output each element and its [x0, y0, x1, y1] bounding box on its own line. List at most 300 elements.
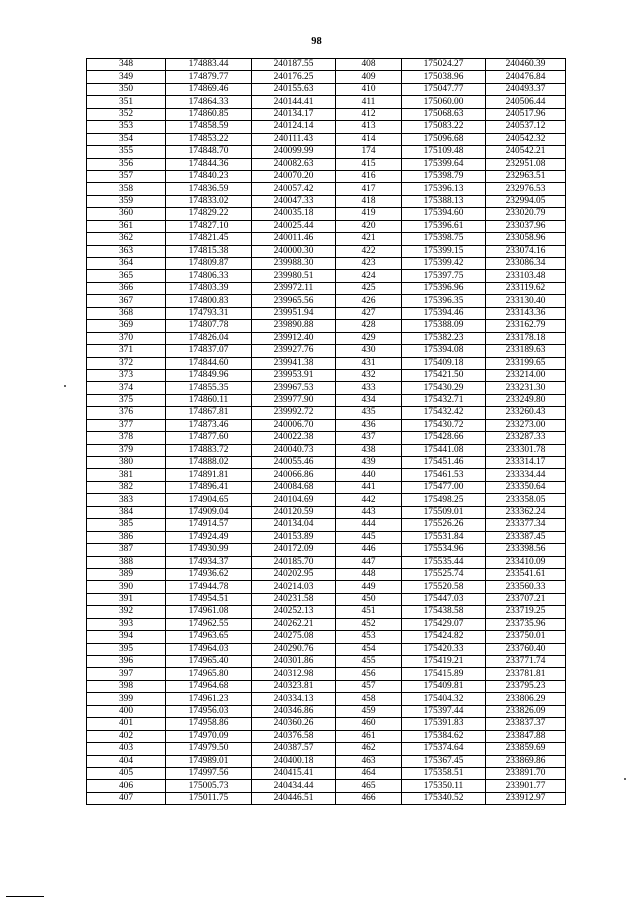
point-number-right: 423 — [336, 258, 402, 270]
point-number-right: 460 — [336, 718, 402, 730]
y-coordinate-right: 240476.84 — [486, 71, 566, 83]
point-number-left: 382 — [87, 481, 166, 493]
point-number-right: 435 — [336, 407, 402, 419]
x-coordinate-left: 174970.09 — [166, 730, 252, 742]
y-coordinate-left: 239972.11 — [252, 282, 336, 294]
x-coordinate-left: 174793.31 — [166, 307, 252, 319]
table-row — [87, 432, 566, 444]
point-number-left: 400 — [87, 705, 166, 717]
y-coordinate-left: 239912.40 — [252, 332, 336, 344]
point-number-right: 422 — [336, 245, 402, 257]
x-coordinate-right: 175461.53 — [402, 469, 486, 481]
y-coordinate-right: 233119.62 — [486, 282, 566, 294]
table-row — [87, 183, 566, 195]
table-row — [87, 457, 566, 469]
x-coordinate-right: 175396.13 — [402, 183, 486, 195]
table-row — [87, 444, 566, 456]
x-coordinate-right: 175109.48 — [402, 146, 486, 158]
point-number-right: 464 — [336, 767, 402, 779]
x-coordinate-left: 174848.70 — [166, 146, 252, 158]
point-number-right: 438 — [336, 444, 402, 456]
point-number-right: 408 — [336, 59, 402, 71]
y-coordinate-left: 240202.95 — [252, 568, 336, 580]
x-coordinate-left: 174800.83 — [166, 295, 252, 307]
point-number-left: 350 — [87, 83, 166, 95]
point-number-right: 411 — [336, 96, 402, 108]
table-row — [87, 332, 566, 344]
point-number-right: 418 — [336, 195, 402, 207]
y-coordinate-right: 233362.24 — [486, 506, 566, 518]
y-coordinate-left: 239980.51 — [252, 270, 336, 282]
x-coordinate-right: 175419.21 — [402, 656, 486, 668]
x-coordinate-right: 175498.25 — [402, 494, 486, 506]
y-coordinate-left: 239967.53 — [252, 382, 336, 394]
point-number-left: 401 — [87, 718, 166, 730]
y-coordinate-right: 233560.33 — [486, 581, 566, 593]
y-coordinate-right: 233214.00 — [486, 369, 566, 381]
point-number-left: 406 — [87, 780, 166, 792]
table-row — [87, 357, 566, 369]
point-number-left: 379 — [87, 444, 166, 456]
x-coordinate-right: 175399.64 — [402, 158, 486, 170]
x-coordinate-left: 174888.02 — [166, 457, 252, 469]
y-coordinate-left: 240301.86 — [252, 656, 336, 668]
y-coordinate-left: 240346.86 — [252, 705, 336, 717]
x-coordinate-right: 175382.23 — [402, 332, 486, 344]
table-row — [87, 158, 566, 170]
table-row — [87, 618, 566, 630]
table-row — [87, 307, 566, 319]
point-number-left: 388 — [87, 556, 166, 568]
y-coordinate-right: 233859.69 — [486, 743, 566, 755]
table-row — [87, 96, 566, 108]
point-number-left: 381 — [87, 469, 166, 481]
table-row — [87, 755, 566, 767]
point-number-left: 374 — [87, 382, 166, 394]
x-coordinate-left: 174958.86 — [166, 718, 252, 730]
x-coordinate-right: 175047.77 — [402, 83, 486, 95]
x-coordinate-left: 175005.73 — [166, 780, 252, 792]
point-number-right: 430 — [336, 345, 402, 357]
y-coordinate-left: 240055.46 — [252, 457, 336, 469]
y-coordinate-left: 239992.72 — [252, 407, 336, 419]
x-coordinate-right: 175399.42 — [402, 258, 486, 270]
point-number-left: 384 — [87, 506, 166, 518]
footnote-separator — [6, 896, 44, 897]
point-number-left: 377 — [87, 419, 166, 431]
x-coordinate-left: 174806.33 — [166, 270, 252, 282]
x-coordinate-right: 175397.75 — [402, 270, 486, 282]
point-number-right: 416 — [336, 170, 402, 182]
table-row — [87, 282, 566, 294]
y-coordinate-left: 240099.99 — [252, 146, 336, 158]
x-coordinate-right: 175374.64 — [402, 743, 486, 755]
y-coordinate-left: 240022.38 — [252, 432, 336, 444]
table-row — [87, 345, 566, 357]
point-number-left: 402 — [87, 730, 166, 742]
y-coordinate-right: 232963.51 — [486, 170, 566, 182]
point-number-left: 394 — [87, 631, 166, 643]
x-coordinate-left: 174896.41 — [166, 481, 252, 493]
y-coordinate-left: 240124.14 — [252, 121, 336, 133]
x-coordinate-right: 175384.62 — [402, 730, 486, 742]
scan-speck — [64, 385, 66, 387]
x-coordinate-left: 174849.96 — [166, 369, 252, 381]
x-coordinate-left: 175011.75 — [166, 792, 252, 804]
y-coordinate-right: 233912.97 — [486, 792, 566, 804]
y-coordinate-left: 240153.89 — [252, 531, 336, 543]
y-coordinate-left: 240111.43 — [252, 133, 336, 145]
point-number-left: 367 — [87, 295, 166, 307]
x-coordinate-left: 174909.04 — [166, 506, 252, 518]
table-row — [87, 581, 566, 593]
x-coordinate-right: 175083.22 — [402, 121, 486, 133]
x-coordinate-right: 175525.74 — [402, 568, 486, 580]
x-coordinate-right: 175398.79 — [402, 170, 486, 182]
point-number-right: 436 — [336, 419, 402, 431]
y-coordinate-right: 233103.48 — [486, 270, 566, 282]
point-number-right: 437 — [336, 432, 402, 444]
point-number-left: 398 — [87, 680, 166, 692]
table-row — [87, 544, 566, 556]
table-row — [87, 83, 566, 95]
x-coordinate-left: 174964.03 — [166, 643, 252, 655]
point-number-right: 432 — [336, 369, 402, 381]
y-coordinate-right: 233130.40 — [486, 295, 566, 307]
y-coordinate-left: 240176.25 — [252, 71, 336, 83]
y-coordinate-right: 233869.86 — [486, 755, 566, 767]
point-number-left: 393 — [87, 618, 166, 630]
y-coordinate-left: 240252.13 — [252, 606, 336, 618]
y-coordinate-left: 240082.63 — [252, 158, 336, 170]
point-number-right: 441 — [336, 481, 402, 493]
table-row — [87, 631, 566, 643]
x-coordinate-right: 175397.44 — [402, 705, 486, 717]
point-number-right: 420 — [336, 220, 402, 232]
x-coordinate-right: 175060.00 — [402, 96, 486, 108]
y-coordinate-right: 240493.37 — [486, 83, 566, 95]
point-number-left: 352 — [87, 108, 166, 120]
x-coordinate-right: 175430.29 — [402, 382, 486, 394]
x-coordinate-left: 174867.81 — [166, 407, 252, 419]
x-coordinate-left: 174821.45 — [166, 233, 252, 245]
point-number-right: 448 — [336, 568, 402, 580]
x-coordinate-left: 174979.50 — [166, 743, 252, 755]
x-coordinate-right: 175535.44 — [402, 556, 486, 568]
point-number-left: 362 — [87, 233, 166, 245]
y-coordinate-right: 233398.56 — [486, 544, 566, 556]
x-coordinate-right: 175531.84 — [402, 531, 486, 543]
x-coordinate-right: 175396.96 — [402, 282, 486, 294]
y-coordinate-right: 233847.88 — [486, 730, 566, 742]
y-coordinate-right: 233901.77 — [486, 780, 566, 792]
y-coordinate-left: 240035.18 — [252, 208, 336, 220]
table-row — [87, 394, 566, 406]
y-coordinate-right: 233826.09 — [486, 705, 566, 717]
y-coordinate-right: 233287.33 — [486, 432, 566, 444]
point-number-left: 369 — [87, 320, 166, 332]
point-number-right: 444 — [336, 519, 402, 531]
x-coordinate-right: 175398.75 — [402, 233, 486, 245]
y-coordinate-right: 233719.25 — [486, 606, 566, 618]
point-number-left: 360 — [87, 208, 166, 220]
x-coordinate-left: 174860.11 — [166, 394, 252, 406]
x-coordinate-left: 174883.44 — [166, 59, 252, 71]
point-number-left: 348 — [87, 59, 166, 71]
point-number-left: 366 — [87, 282, 166, 294]
point-number-left: 389 — [87, 568, 166, 580]
y-coordinate-left: 240446.51 — [252, 792, 336, 804]
y-coordinate-left: 239927.76 — [252, 345, 336, 357]
y-coordinate-left: 240011.46 — [252, 233, 336, 245]
y-coordinate-left: 240434.44 — [252, 780, 336, 792]
point-number-right: 417 — [336, 183, 402, 195]
table-row — [87, 606, 566, 618]
x-coordinate-right: 175024.27 — [402, 59, 486, 71]
point-number-right: 174 — [336, 146, 402, 158]
y-coordinate-left: 240134.17 — [252, 108, 336, 120]
x-coordinate-left: 174964.68 — [166, 680, 252, 692]
y-coordinate-left: 240312.98 — [252, 668, 336, 680]
point-number-right: 458 — [336, 693, 402, 705]
x-coordinate-right: 175430.72 — [402, 419, 486, 431]
point-number-left: 399 — [87, 693, 166, 705]
x-coordinate-right: 175424.82 — [402, 631, 486, 643]
x-coordinate-left: 174844.60 — [166, 357, 252, 369]
x-coordinate-left: 174944.78 — [166, 581, 252, 593]
x-coordinate-left: 174815.38 — [166, 245, 252, 257]
y-coordinate-left: 240275.08 — [252, 631, 336, 643]
y-coordinate-right: 240542.21 — [486, 146, 566, 158]
point-number-right: 424 — [336, 270, 402, 282]
y-coordinate-right: 233837.37 — [486, 718, 566, 730]
y-coordinate-right: 232951.08 — [486, 158, 566, 170]
x-coordinate-left: 174956.03 — [166, 705, 252, 717]
table-row — [87, 593, 566, 605]
y-coordinate-right: 233891.70 — [486, 767, 566, 779]
y-coordinate-left: 240415.41 — [252, 767, 336, 779]
y-coordinate-right: 233074.16 — [486, 245, 566, 257]
x-coordinate-left: 174930.99 — [166, 544, 252, 556]
x-coordinate-left: 174837.07 — [166, 345, 252, 357]
y-coordinate-left: 240360.26 — [252, 718, 336, 730]
point-number-left: 407 — [87, 792, 166, 804]
y-coordinate-left: 239977.90 — [252, 394, 336, 406]
x-coordinate-right: 175429.07 — [402, 618, 486, 630]
y-coordinate-right: 233260.43 — [486, 407, 566, 419]
point-number-right: 447 — [336, 556, 402, 568]
x-coordinate-right: 175068.63 — [402, 108, 486, 120]
x-coordinate-right: 175534.96 — [402, 544, 486, 556]
table-row — [87, 481, 566, 493]
point-number-right: 429 — [336, 332, 402, 344]
point-number-left: 396 — [87, 656, 166, 668]
point-number-right: 428 — [336, 320, 402, 332]
table-row — [87, 656, 566, 668]
point-number-right: 459 — [336, 705, 402, 717]
point-number-right: 461 — [336, 730, 402, 742]
table-row — [87, 108, 566, 120]
y-coordinate-left: 240057.42 — [252, 183, 336, 195]
point-number-right: 456 — [336, 668, 402, 680]
point-number-left: 363 — [87, 245, 166, 257]
coordinates-table — [86, 58, 566, 805]
y-coordinate-right: 233760.40 — [486, 643, 566, 655]
table-row — [87, 258, 566, 270]
table-row — [87, 208, 566, 220]
coordinates-table-body — [87, 59, 566, 805]
x-coordinate-left: 174855.35 — [166, 382, 252, 394]
x-coordinate-left: 174904.65 — [166, 494, 252, 506]
y-coordinate-right: 240460.39 — [486, 59, 566, 71]
x-coordinate-right: 175526.26 — [402, 519, 486, 531]
y-coordinate-right: 233750.01 — [486, 631, 566, 643]
table-row — [87, 320, 566, 332]
y-coordinate-left: 240066.86 — [252, 469, 336, 481]
table-row — [87, 643, 566, 655]
x-coordinate-right: 175350.11 — [402, 780, 486, 792]
table-row — [87, 668, 566, 680]
point-number-left: 395 — [87, 643, 166, 655]
y-coordinate-right: 233162.79 — [486, 320, 566, 332]
x-coordinate-right: 175396.61 — [402, 220, 486, 232]
x-coordinate-right: 175438.58 — [402, 606, 486, 618]
point-number-left: 380 — [87, 457, 166, 469]
point-number-right: 421 — [336, 233, 402, 245]
table-row — [87, 780, 566, 792]
x-coordinate-right: 175388.09 — [402, 320, 486, 332]
table-row — [87, 195, 566, 207]
x-coordinate-left: 174826.04 — [166, 332, 252, 344]
point-number-right: 427 — [336, 307, 402, 319]
y-coordinate-left: 240187.55 — [252, 59, 336, 71]
x-coordinate-right: 175409.81 — [402, 680, 486, 692]
x-coordinate-right: 175367.45 — [402, 755, 486, 767]
point-number-left: 355 — [87, 146, 166, 158]
point-number-left: 359 — [87, 195, 166, 207]
table-row — [87, 743, 566, 755]
point-number-right: 449 — [336, 581, 402, 593]
x-coordinate-right: 175394.08 — [402, 345, 486, 357]
y-coordinate-right: 233301.78 — [486, 444, 566, 456]
y-coordinate-right: 233189.63 — [486, 345, 566, 357]
y-coordinate-left: 240262.21 — [252, 618, 336, 630]
y-coordinate-left: 240070.20 — [252, 170, 336, 182]
table-row — [87, 220, 566, 232]
x-coordinate-left: 174891.81 — [166, 469, 252, 481]
y-coordinate-left: 240120.59 — [252, 506, 336, 518]
point-number-right: 465 — [336, 780, 402, 792]
y-coordinate-right: 232976.53 — [486, 183, 566, 195]
point-number-right: 455 — [336, 656, 402, 668]
x-coordinate-left: 174965.80 — [166, 668, 252, 680]
point-number-right: 440 — [336, 469, 402, 481]
y-coordinate-right: 233377.34 — [486, 519, 566, 531]
table-row — [87, 680, 566, 692]
point-number-left: 361 — [87, 220, 166, 232]
y-coordinate-right: 240537.12 — [486, 121, 566, 133]
y-coordinate-left: 240040.73 — [252, 444, 336, 456]
x-coordinate-left: 174864.33 — [166, 96, 252, 108]
y-coordinate-right: 233086.34 — [486, 258, 566, 270]
x-coordinate-left: 174965.40 — [166, 656, 252, 668]
point-number-right: 410 — [336, 83, 402, 95]
table-row — [87, 519, 566, 531]
table-row — [87, 407, 566, 419]
y-coordinate-right: 233334.44 — [486, 469, 566, 481]
x-coordinate-left: 174883.72 — [166, 444, 252, 456]
y-coordinate-right: 240506.44 — [486, 96, 566, 108]
y-coordinate-left: 240376.58 — [252, 730, 336, 742]
x-coordinate-left: 174961.23 — [166, 693, 252, 705]
point-number-left: 375 — [87, 394, 166, 406]
y-coordinate-left: 240400.18 — [252, 755, 336, 767]
table-row — [87, 382, 566, 394]
x-coordinate-right: 175428.66 — [402, 432, 486, 444]
table-row — [87, 71, 566, 83]
x-coordinate-left: 174829.22 — [166, 208, 252, 220]
x-coordinate-right: 175404.32 — [402, 693, 486, 705]
y-coordinate-left: 239890.88 — [252, 320, 336, 332]
point-number-left: 385 — [87, 519, 166, 531]
point-number-right: 442 — [336, 494, 402, 506]
y-coordinate-right: 233273.00 — [486, 419, 566, 431]
y-coordinate-right: 233781.81 — [486, 668, 566, 680]
y-coordinate-right: 233350.64 — [486, 481, 566, 493]
point-number-right: 433 — [336, 382, 402, 394]
x-coordinate-right: 175451.46 — [402, 457, 486, 469]
point-number-left: 356 — [87, 158, 166, 170]
x-coordinate-right: 175358.51 — [402, 767, 486, 779]
point-number-right: 439 — [336, 457, 402, 469]
table-row — [87, 59, 566, 71]
point-number-right: 443 — [336, 506, 402, 518]
x-coordinate-left: 174962.55 — [166, 618, 252, 630]
y-coordinate-right: 233707.21 — [486, 593, 566, 605]
x-coordinate-left: 174833.02 — [166, 195, 252, 207]
point-number-left: 364 — [87, 258, 166, 270]
y-coordinate-left: 240084.68 — [252, 481, 336, 493]
point-number-right: 454 — [336, 643, 402, 655]
point-number-left: 371 — [87, 345, 166, 357]
table-row — [87, 295, 566, 307]
y-coordinate-left: 240323.81 — [252, 680, 336, 692]
x-coordinate-left: 174997.56 — [166, 767, 252, 779]
point-number-left: 391 — [87, 593, 166, 605]
y-coordinate-left: 240006.70 — [252, 419, 336, 431]
x-coordinate-right: 175391.83 — [402, 718, 486, 730]
x-coordinate-left: 174954.51 — [166, 593, 252, 605]
point-number-right: 415 — [336, 158, 402, 170]
x-coordinate-left: 174924.49 — [166, 531, 252, 543]
point-number-left: 376 — [87, 407, 166, 419]
x-coordinate-right: 175399.15 — [402, 245, 486, 257]
x-coordinate-left: 174914.57 — [166, 519, 252, 531]
table-row — [87, 121, 566, 133]
x-coordinate-right: 175038.96 — [402, 71, 486, 83]
table-row — [87, 705, 566, 717]
y-coordinate-left: 240334.13 — [252, 693, 336, 705]
y-coordinate-right: 233020.79 — [486, 208, 566, 220]
point-number-left: 373 — [87, 369, 166, 381]
y-coordinate-right: 233058.96 — [486, 233, 566, 245]
x-coordinate-right: 175394.60 — [402, 208, 486, 220]
table-row — [87, 369, 566, 381]
point-number-left: 370 — [87, 332, 166, 344]
point-number-right: 446 — [336, 544, 402, 556]
point-number-right: 463 — [336, 755, 402, 767]
point-number-left: 354 — [87, 133, 166, 145]
